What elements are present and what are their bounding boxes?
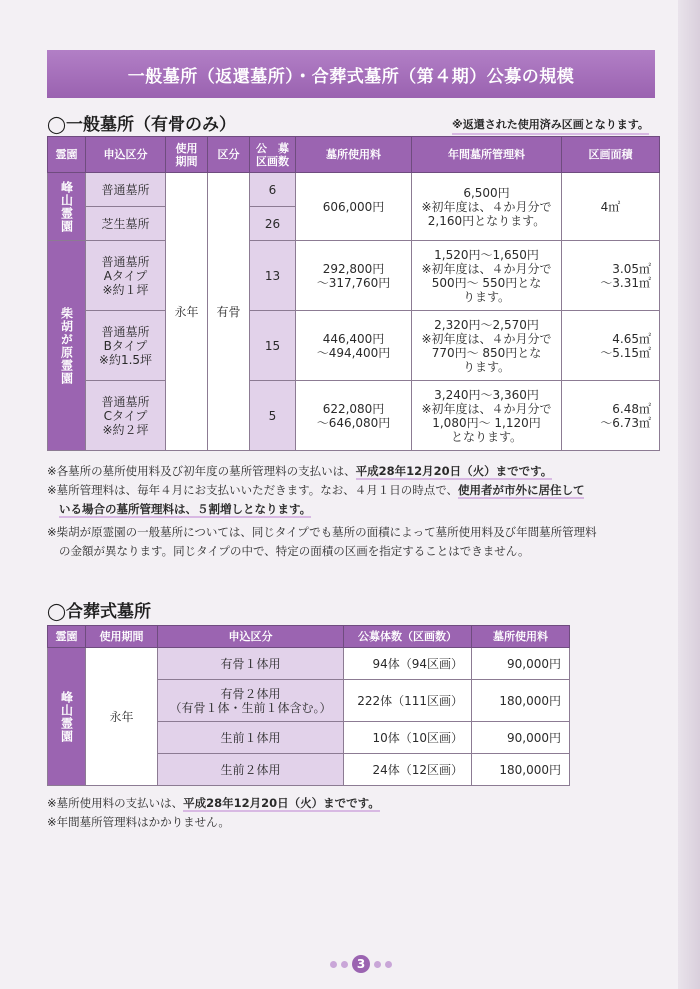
dot-icon bbox=[374, 961, 381, 968]
fee-cell: 90,000円 bbox=[472, 648, 570, 680]
fee-cell: 180,000円 bbox=[472, 680, 570, 722]
fee-cell: 180,000円 bbox=[472, 754, 570, 786]
area-cell: 3.05㎡ ～3.31㎡ bbox=[562, 241, 660, 311]
count-cell: 94体（94区画） bbox=[344, 648, 472, 680]
table-row bbox=[48, 381, 660, 451]
count-cell: 6 bbox=[250, 173, 296, 207]
type-cell: 有骨２体用 （有骨１体・生前１体含む。） bbox=[158, 680, 344, 722]
notes-section2 bbox=[47, 794, 659, 832]
th-venue: 霊園 bbox=[48, 626, 86, 648]
type-cell: 芝生墓所 bbox=[86, 207, 166, 241]
count-cell: 222体（111区画） bbox=[344, 680, 472, 722]
mgmt-cell: 6,500円 ※初年度は、４か月分で 2,160円となります。 bbox=[412, 173, 562, 241]
reuse-note: ※返還された使用済み区画となります。 bbox=[452, 116, 649, 135]
mgmt-cell: 3,240円～3,360円 ※初年度は、４か月分で 1,080円～ 1,120円 となります。 bbox=[412, 381, 562, 451]
banner-title: 一般墓所（返還墓所）・合葬式墓所（第４期）公募の規模 bbox=[47, 50, 655, 98]
count-cell: 24体（12区画） bbox=[344, 754, 472, 786]
section2-title: ◯合葬式墓所 bbox=[47, 602, 152, 622]
fee-cell: 292,800円 ～317,760円 bbox=[296, 241, 412, 311]
page-edge bbox=[678, 0, 700, 989]
venue-cell: 峰山霊園 bbox=[48, 173, 86, 241]
table-row bbox=[48, 173, 660, 207]
dot-icon bbox=[341, 961, 348, 968]
th-type: 申込区分 bbox=[86, 137, 166, 173]
page-number-badge: 3 bbox=[352, 955, 370, 973]
type-cell: 生前２体用 bbox=[158, 754, 344, 786]
type-cell: 普通墓所 Aタイプ ※約１坪 bbox=[86, 241, 166, 311]
th-mgmt: 年間墓所管理料 bbox=[412, 137, 562, 173]
period-cell: 永年 bbox=[166, 173, 208, 451]
fee-cell: 446,400円 ～494,400円 bbox=[296, 311, 412, 381]
page-number bbox=[330, 955, 392, 973]
type-cell: 普通墓所 Cタイプ ※約２坪 bbox=[86, 381, 166, 451]
note-area-variation: ※柴胡が原霊園の一般墓所については、同じタイプでも墓所の面積によって墓所使用料及び年間墓所管理料 の金額が異なります。同じタイプの中で、特定の面積の区画を指定することはできません。 bbox=[47, 525, 597, 558]
venue-cell: 柴胡が原霊園 bbox=[48, 241, 86, 451]
th-category: 区分 bbox=[208, 137, 250, 173]
count-cell: 5 bbox=[250, 381, 296, 451]
type-cell: 生前１体用 bbox=[158, 722, 344, 754]
th-count: 公募体数（区画数） bbox=[344, 626, 472, 648]
note-no-management-fee: ※年間墓所管理料はかかりません。 bbox=[47, 815, 230, 829]
count-cell: 15 bbox=[250, 311, 296, 381]
note-payment-deadline: ※各墓所の墓所使用料及び初年度の墓所管理料の支払いは、平成28年12月20日（火）までです。 bbox=[47, 464, 553, 478]
count-cell: 13 bbox=[250, 241, 296, 311]
table-row bbox=[48, 311, 660, 381]
table-row bbox=[48, 648, 570, 680]
fee-cell: 622,080円 ～646,080円 bbox=[296, 381, 412, 451]
area-cell: 6.48㎡ ～6.73㎡ bbox=[562, 381, 660, 451]
th-period: 使用 期間 bbox=[166, 137, 208, 173]
period-cell: 永年 bbox=[86, 648, 158, 786]
venue-cell: 峰山霊園 bbox=[48, 648, 86, 786]
dot-icon bbox=[385, 961, 392, 968]
th-period: 使用期間 bbox=[86, 626, 158, 648]
note-management-fee: ※墓所管理料は、毎年４月にお支払いいただきます。なお、４月１日の時点で、使用者が市外に居住して いる場合の墓所管理料は、５割増しとなります。 bbox=[47, 483, 585, 516]
th-fee: 墓所使用料 bbox=[472, 626, 570, 648]
area-cell: 4.65㎡ ～5.15㎡ bbox=[562, 311, 660, 381]
th-type: 申込区分 bbox=[158, 626, 344, 648]
notes-section1 bbox=[47, 462, 659, 561]
th-fee: 墓所使用料 bbox=[296, 137, 412, 173]
mgmt-cell: 2,320円～2,570円 ※初年度は、４か月分で 770円～ 850円とな ります。 bbox=[412, 311, 562, 381]
general-grave-table bbox=[47, 136, 660, 451]
note-payment-deadline-2: ※墓所使用料の支払いは、平成28年12月20日（火）までです。 bbox=[47, 796, 380, 810]
fee-cell: 90,000円 bbox=[472, 722, 570, 754]
mgmt-cell: 1,520円～1,650円 ※初年度は、４か月分で 500円～ 550円とな ります。 bbox=[412, 241, 562, 311]
th-area: 区画面積 bbox=[562, 137, 660, 173]
dot-icon bbox=[330, 961, 337, 968]
count-cell: 26 bbox=[250, 207, 296, 241]
type-cell: 有骨１体用 bbox=[158, 648, 344, 680]
count-cell: 10体（10区画） bbox=[344, 722, 472, 754]
th-venue: 霊園 bbox=[48, 137, 86, 173]
fee-cell: 606,000円 bbox=[296, 173, 412, 241]
table-row bbox=[48, 241, 660, 311]
th-count: 公 募 区画数 bbox=[250, 137, 296, 173]
type-cell: 普通墓所 Bタイプ ※約1.5坪 bbox=[86, 311, 166, 381]
section1-title: ◯一般墓所（有骨のみ） bbox=[47, 115, 237, 135]
area-cell: 4㎡ bbox=[562, 173, 660, 241]
joint-grave-table bbox=[47, 625, 570, 786]
category-cell: 有骨 bbox=[208, 173, 250, 451]
type-cell: 普通墓所 bbox=[86, 173, 166, 207]
